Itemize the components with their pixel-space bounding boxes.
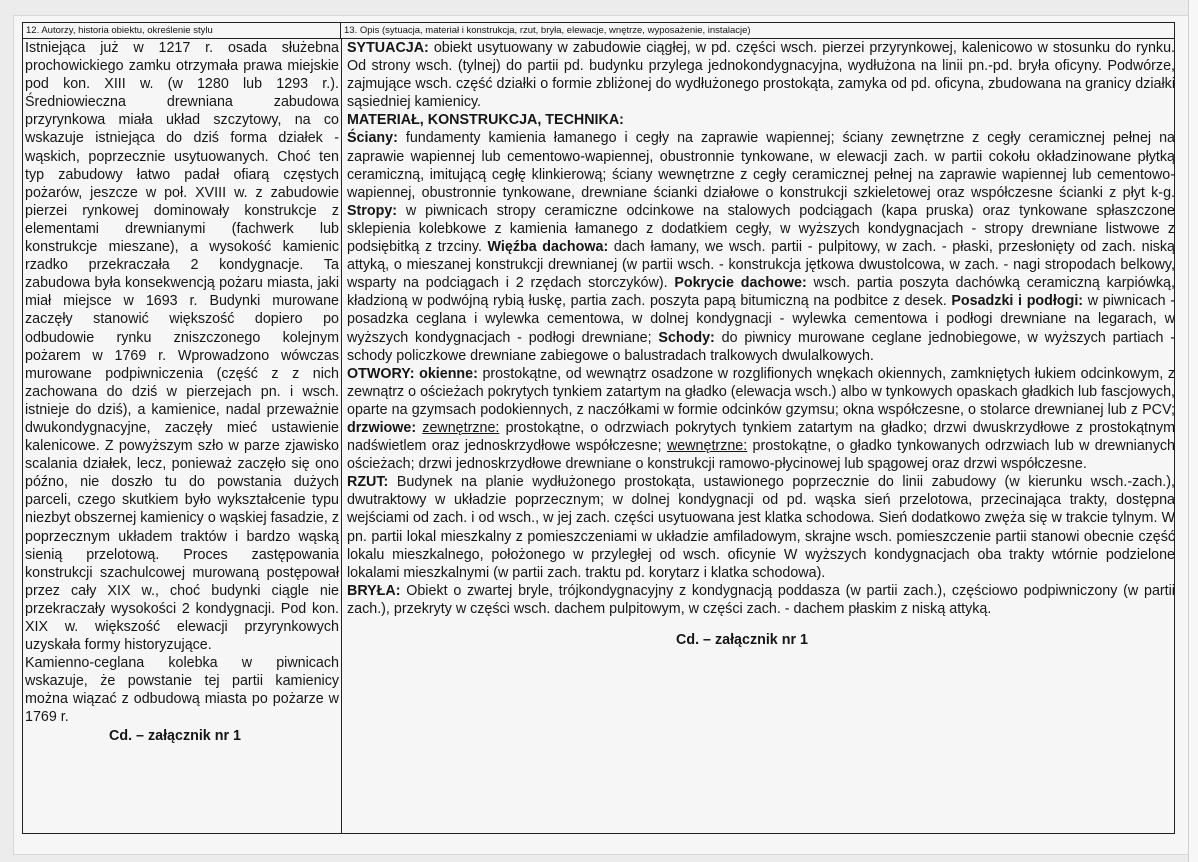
sytuacja-paragraph: [347, 39, 1175, 111]
material-paragraph: [347, 129, 1175, 364]
otwory-label: OTWORY:: [347, 365, 415, 382]
stropy-text: w piwnicach stropy ceramiczne odcinkowe na stalowych podciągach (kapa pruska) oraz tynkowane spłaszczone sklepienia kolebkowe z kamienia łamanego z dodatkiem cegły, w wyższych kondygnacjach - stropy drewniane listwowe z podsiębitką z trzciny.: [347, 202, 1175, 256]
sciany-label: Ściany:: [347, 130, 398, 147]
wiezba-text: dach łamany, we wsch. partii - pulpitowy, w zach. - płaski, przesłonięty od zach. niską attyką, o mieszanej konstrukcji drewnianej (w partii wsch. - konstrukcja jętkowa dwustolcowa, w zach. - nagi stropodach belkowy, wsparty na podciągach i 2 rzędach storczyków).: [347, 239, 1175, 292]
description-column: [343, 39, 1178, 649]
wewnetrzne-text: prostokątne, o gładko tynkowanych odrzwiach lub w drewnianych ościeżach; drzwi jednoskrzydłowe drewniane o konstrukcji ramowo-płycinowej lub spągowej oraz drzwi współczesne.: [347, 438, 1175, 473]
rzut-text: Budynek na planie wydłużonego prostokąta, ustawionego poprzecznie do linii zabudowy (w kierunku wsch.-zach.), dwutraktowy w układzie poprzecznym; w dolnej kondygnacji od pd. wąska sień przelotowa, przecinająca trakty, dostępna wejściami od zach. i od wsch., w jej zach. części usytuowana jest klatka schodowa. Sień dodatkowo zwęża się w trakcie tylnym. W pn. partii lokal mieszkalny z pomieszczeniami w układzie amfiladowym, skrajne wsch. pomieszczenie partii stanowi obecnie część lokalu mieszkalnego, położonego w przyległej od wsch. oficynie W wyższych kondygnacjach oba trakty wtórnie podzielone lokalami mieszkalnymi (w partii zach. traktu pd. korytarz i klatka schodowa).: [347, 474, 1175, 581]
posadzki-text: w piwnicach - posadzka ceglana i wylewka cementowa, w dolnej kondygnacji - wylewka cementowa i podłogi drewniane na legarach, w wyższych kondygnacjach - podłogi drewniane;: [347, 293, 1175, 346]
cellar-paragraph: Kamienno-ceglana kolebka w piwnicach wskazuje, że powstanie tej partii kamienicy można wiązać z odbudową miasta po pożarze w 1769 r.: [25, 655, 339, 726]
okienne-text: prostokątne, od wewnątrz osadzone w rozglifionych wnękach okiennych, zamkniętych łukiem odcinkowym, z zewnątrz o ościeżach pokrytych tynkiem zatartym na gładko (elewacja wsch.) albo w tynkowych opaskach gładkich lub fascjowych, oparte na gzymsach podokiennych, z naczółkami w formie odcinków gzymsu; okna współczesne, o stolarce drewnianej lub z PCV;: [347, 365, 1175, 418]
bryla-paragraph: [347, 582, 1175, 618]
history-paragraph: Istniejąca już w 1217 r. osada służebna prochowickiego zamku otrzymała prawa miejskie pod kon. XIII w. (w 1280 lub 1293 r.). Średniowieczna drewniana zabudowa przyrynkowa miała układ szczytowy, na co wskazuje istniejąca do dziś forma działek - wąskich, poprzecznie usytuowanych. Choć ten typ zabudowy łatwo padał ofiarą częstych pożarów, jeszcze w poł. XVIII w. z zabudowie pierzei rynkowej dominowały konstrukcje z elementami drewnianymi (fachwerk lub konstrukcje mieszane), a wysokość kamienic rzadko przekraczała 2 kondygnacje. Ta zabudowa była konsekwencją pożaru miasta, jaki miał miejsce w 1693 r. Budynki murowane zaczęły stanowić większość dopiero po odbudowie rynku zniszczonego kolejnym pożarem w 1769 r. Wprowadzono wówczas murowane podpiwniczenia (część z z nich zachowana do dziś w pierzejach pn. i wsch. istnieje do dziś), a kamienice, nadal przeważnie dwukondygnacyjne, zaczęły mieć ustawienie kalenicowe. Z powyższym szło w parze zjawisko scalania działek, lecz, ponieważ zaczęło się ono późno, nie doszło tu do powstania dużych parceli, czego skutkiem było wykształcenie typu niezbyt obszernej kamienicy o wąskiej fasadzie, z poprzecznym układem traktów i bardzo wąską sienią przelotową. Proces zastępowania konstrukcji szachulcowej murowaną postępował przez cały XIX w., choć budynki ciągle nie przekraczały wysokości 2 kondygnacji. Pod kon. XIX w. większość elewacji przyrynkowych uzyskała formy historyzujące.: [25, 40, 339, 654]
sytuacja-label: SYTUACJA:: [347, 40, 429, 56]
wiezba-label: Więźba dachowa:: [487, 239, 609, 256]
column-divider: [341, 39, 342, 833]
history-column: [23, 39, 339, 745]
schody-label: Schody:: [658, 329, 715, 346]
continuation-note-right: Cd. – załącznik nr 1: [676, 632, 808, 648]
schody-text: do piwnicy murowane ceglane jednobiegowe, w wyższych partiach - schody policzkowe drewniane zabiegowe o balustradach tralkowych dwulalkowych.: [347, 329, 1176, 364]
zewnetrzne-text: prostokątne, o odrzwiach pokrytych tynkiem zatartym na gładko; drzwi dwuskrzydłowe z prostokątnym nadświetlem oraz jednoskrzydłowe współczesne;: [347, 419, 1175, 455]
bryla-text: Obiekt o zwartej bryle, trójkondygnacyjny z kondygnacją poddasza (w partii zach.), częściowo podpiwniczony (w partii zach.), przekryty w części wsch. dachem pulpitowym, w części zach. - dachem płaskim z niską attyką.: [347, 582, 1175, 617]
sytuacja-text: obiekt usytuowany w zabudowie ciągłej, w pd. części wsch. pierzei przyrynkowej, kalenicowo w stosunku do rynku. Od strony wsch. (tylnej) do partii pd. budynku przylega jednokondygnacyjna, wydłużona na linii pn.-pd. bryła oficyny. Podwórze, zajmujące wsch. część działki o formie zbliżonej do wydłużonego prostokąta, zamyka od pd. oficyna, zbudowana na granicy działki sąsiedniej kamienicy.: [347, 40, 1175, 111]
posadzki-label: Posadzki i podłogi:: [951, 293, 1084, 310]
otwory-paragraph: [347, 365, 1175, 474]
scanner-edge: [1188, 0, 1198, 862]
section-12-header: 12. Autorzy, historia obiektu, określenie stylu: [23, 23, 341, 39]
sciany-text: fundamenty kamienia łamanego i cegły na zaprawie wapiennej; ściany zewnętrzne z cegły ceramicznej pełnej na zaprawie wapiennej lub cementowo-wapiennej, obustronnie tynkowane, w elewacji zach. w partii cokołu okładzinowane płytką ceramiczną, imitującą cegłę klinkierową; ściany wewnętrzne z cegły ceramicznej pełnej na zaprawie wapiennej lub cementowo-wapiennej, obustronnie tynkowane, drewniane ścianki działowe o konstrukcji szkieletowej oraz współczesne ścianki z płyt k-g.: [347, 130, 1175, 201]
material-heading: MATERIAŁ, KONSTRUKCJA, TECHNIKA:: [347, 112, 624, 129]
record-card-table: [22, 22, 1175, 834]
bryla-label: BRYŁA:: [347, 582, 401, 599]
continuation-note-left: Cd. – załącznik nr 1: [109, 727, 241, 744]
drzwiowe-label: drzwiowe:: [347, 419, 417, 436]
section-13-header: 13. Opis (sytuacja, materiał i konstrukcja, rzut, bryła, elewacje, wnętrze, wyposażenie, instalacje): [341, 23, 1174, 39]
pokrycie-label: Pokrycie dachowe:: [674, 275, 807, 292]
wewnetrzne-label: wewnętrzne:: [666, 438, 748, 455]
okienne-label: okienne:: [419, 365, 478, 382]
zewnetrzne-label: zewnętrzne:: [422, 419, 500, 436]
stropy-label: Stropy:: [347, 202, 398, 219]
rzut-label: RZUT:: [347, 474, 389, 491]
rzut-paragraph: [347, 473, 1175, 582]
pokrycie-text: wsch. partia poszyta dachówką ceramiczną karpiówką, kładzioną w podwójną rybią łuskę, partia zach. poszyta papą bitumiczną na podbitce z desek.: [347, 275, 1175, 310]
